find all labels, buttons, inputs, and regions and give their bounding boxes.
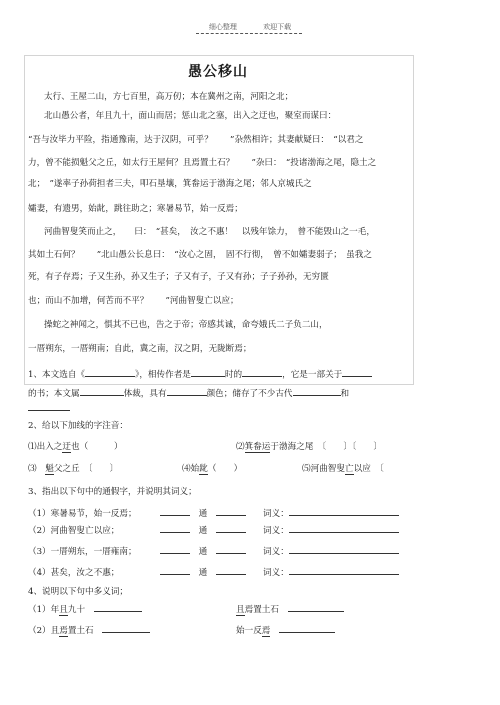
passage-line: 一厝朔东，一厝朔南；自此，冀之南，汉之阴，无陇断焉； — [28, 344, 252, 354]
passage-line: 孀妻，有遗男，始龀，跳往助之；寒暑易节，始一反焉； — [28, 204, 243, 214]
q3-ciyi: 词义： — [263, 547, 289, 557]
q3-blank-char[interactable] — [160, 507, 190, 516]
q1-blank-color[interactable] — [167, 387, 207, 396]
q2-text: 也（ ） — [71, 442, 123, 452]
q3-blank-char[interactable] — [160, 524, 190, 533]
q2-item-4 — [182, 465, 242, 474]
q2-underlined: 亡 — [345, 464, 354, 474]
q3-blank-meaning[interactable] — [289, 545, 399, 554]
q4-item-1b — [236, 603, 344, 615]
q2-text: 出入之 — [36, 442, 63, 452]
q3-blank-meaning[interactable] — [289, 507, 399, 516]
q3-blank-tong[interactable] — [216, 507, 246, 516]
q1-blank-topic[interactable] — [342, 368, 372, 377]
q3-item — [28, 545, 399, 557]
q4-blank[interactable] — [94, 603, 142, 612]
header-divider — [196, 33, 302, 34]
q3-sentence: （1）寒暑易节，始一反焉； — [28, 509, 137, 519]
q3-blank-meaning[interactable] — [289, 566, 399, 575]
q2-text: 以应 〔 — [353, 464, 384, 474]
q3-blank-char[interactable] — [160, 566, 190, 575]
q2-text: 父之丘 〔 〕 — [53, 464, 119, 474]
q3-tong: 通 — [198, 547, 208, 557]
passage-line: 太行、王屋二山，方七百里，高万仞；本在冀州之南，河阳之北； — [44, 92, 294, 102]
q3-title: 3、指出以下句中的通假字，并说明其词义； — [28, 487, 197, 497]
q2-item-3 — [28, 465, 118, 474]
q1-text: ，它是一部关于 — [282, 370, 343, 380]
q3-tong: 通 — [198, 526, 208, 536]
passage-line: 北； ”遂率子孙荷担者三夫，叩石垦壤，箕畚运于渤海之尾；邻人京城氏之 — [28, 179, 312, 189]
q3-item — [28, 524, 399, 536]
q3-ciyi: 词义： — [263, 526, 289, 536]
q1-text: 颜色；储存了不少古代 — [206, 389, 293, 399]
q3-ciyi: 词义： — [263, 509, 289, 519]
q2-underlined: 魁 — [45, 464, 54, 474]
q3-item — [28, 507, 399, 519]
q4-blank[interactable] — [102, 624, 150, 633]
passage-line: 操蛇之神闻之，惧其不已也，告之于帝；帝感其诚，命夸娥氏二子负二山， — [44, 320, 328, 330]
q1-blank-era[interactable] — [242, 368, 282, 377]
q4-text: 始一反 — [236, 626, 262, 636]
q1-text: 时的 — [224, 370, 243, 380]
q2-text: 始 — [190, 464, 200, 474]
q1-text: 》，相传作者是 — [135, 370, 191, 380]
q3-tong: 通 — [198, 568, 208, 578]
q3-sentence: （2）河曲智叟亡以应； — [28, 526, 120, 536]
q1-blank-book[interactable] — [85, 368, 135, 377]
q2-num: ⑴ — [28, 442, 37, 452]
q4-text: 焉置土石 — [244, 605, 279, 615]
q1-blank-last[interactable] — [28, 402, 70, 411]
q3-blank-char[interactable] — [160, 545, 190, 554]
q1-line-1 — [28, 368, 372, 380]
header-right: 欢迎下载 — [263, 23, 292, 31]
q2-underlined: 龀 — [199, 464, 208, 474]
q1-blank-genre[interactable] — [80, 387, 124, 396]
q4-blank[interactable] — [288, 603, 344, 612]
q3-blank-tong[interactable] — [216, 545, 246, 554]
q3-item — [28, 566, 399, 578]
page-title: 愚公移山 — [188, 64, 248, 80]
q1-text: 体裁，具有 — [123, 389, 167, 399]
q2-num: ⑷ — [182, 464, 191, 474]
header-left: 细心整理 — [208, 23, 237, 31]
passage-line: “吾与汝毕力平险，指通豫南，达于汉阴，可乎？ ”杂然相许；其妻献疑曰： “以君之 — [28, 135, 364, 145]
q1-blank-ancient[interactable] — [293, 387, 341, 396]
q4-item-2a — [28, 624, 150, 636]
q4-blank[interactable] — [279, 624, 335, 633]
passage-line: 其如土石何？ ”北山愚公长息曰： “汝心之固， 固不行彻， 曾不如孀妻弱子； 虽我之 — [28, 250, 372, 260]
q2-title: 2、给以下加线的字注音： — [28, 421, 128, 431]
q2-underlined: 迂 — [62, 442, 72, 452]
q4-underlined: 焉 — [59, 626, 68, 636]
q4-underlined: 且 — [59, 605, 68, 615]
passage-frame — [24, 55, 414, 385]
q3-ciyi: 词义： — [263, 568, 289, 578]
q4-title: 4、说明以下句中多义词； — [28, 587, 128, 597]
q4-item-2b — [236, 624, 335, 636]
q1-blank-author[interactable] — [191, 368, 225, 377]
q3-tong: 通 — [198, 509, 208, 519]
q3-blank-tong[interactable] — [216, 524, 246, 533]
q2-num: ⑵ — [236, 442, 245, 452]
q1-text: 和 — [340, 389, 350, 399]
q4-text: 置土石 — [67, 626, 94, 636]
q2-text: 于渤海之尾 〔 〕〔 〕 — [270, 442, 383, 452]
q2-text: （ ） — [207, 464, 243, 474]
q3-blank-tong[interactable] — [216, 566, 246, 575]
q4-underlined: 焉 — [261, 626, 271, 636]
passage-line: 死，有子存焉；子又生孙，孙又生子；子又有子，子又有孙；子子孙孙，无穷匮 — [28, 272, 329, 282]
q3-sentence: （4）甚矣，汝之不惠； — [28, 568, 120, 578]
passage-line: 力，曾不能损魁父之丘，如太行王屋何？且焉置土石？ ”杂曰： “投诸渤海之尾，隐土之 — [28, 158, 377, 168]
q3-blank-meaning[interactable] — [289, 524, 399, 533]
passage-line: 也；而山不加增，何苦而不平？ ”河曲智叟亡以应； — [28, 296, 239, 306]
q4-text: （2）且 — [28, 626, 60, 636]
q4-item-1a — [28, 603, 142, 615]
q2-item-1 — [28, 443, 123, 452]
q2-underlined: 箕畚运 — [244, 442, 271, 452]
q2-item-5 — [302, 465, 384, 474]
q4-underlined: 且 — [236, 605, 245, 615]
q3-sentence: （3）一厝朔东，一厝雍南； — [28, 547, 137, 557]
q2-text: 河曲智叟 — [310, 464, 345, 474]
q1-text: 的书；本文属 — [28, 389, 80, 399]
passage-line: 河曲智叟笑而止之， 曰： “甚矣， 汝之不惠！ 以残年馀力， 曾不能毁山之一毛， — [44, 227, 375, 237]
page-header — [0, 22, 500, 32]
q1-line-3 — [28, 402, 70, 414]
q4-text: 九十 — [67, 605, 86, 615]
q2-num: ⑶ — [28, 464, 37, 474]
q2-item-2 — [236, 443, 382, 452]
q4-text: （1）年 — [28, 605, 60, 615]
passage-line: 北山愚公者，年且九十，面山而居；惩山北之塞，出入之迂也，聚室而谋曰： — [44, 111, 337, 121]
q1-line-2 — [28, 387, 349, 399]
q1-text: 1、本文选自《 — [28, 370, 86, 380]
q2-num: ⑸ — [302, 464, 311, 474]
